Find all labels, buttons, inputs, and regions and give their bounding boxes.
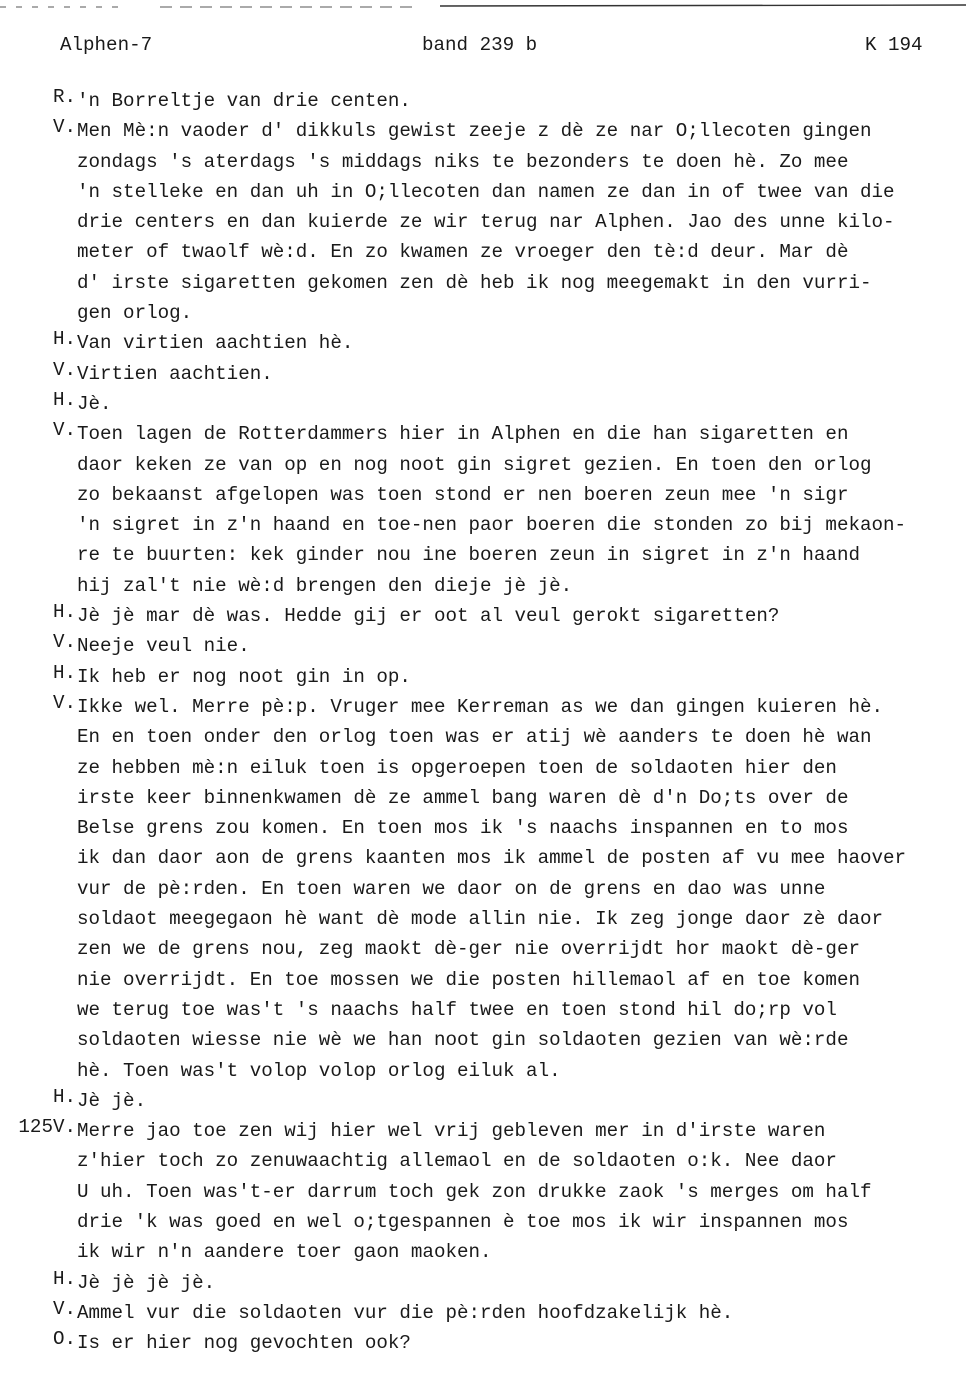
turn-text [77, 1268, 966, 1298]
text-line: we terug toe was't 's naachs half twee en toen stond hil do;rp vol [77, 998, 837, 1021]
transcript-turn [0, 1086, 966, 1116]
turn-text [77, 1086, 966, 1116]
transcript-turn [0, 631, 966, 661]
text-line: 'n Borreltje van drie centen. [77, 90, 411, 112]
text-line: ze hebben mè:n eiluk toen is opgeroepen toen de soldaoten hier den [77, 756, 837, 779]
speaker-label: V. [52, 691, 76, 714]
transcript-turn [0, 116, 966, 328]
speaker-label: V. [52, 631, 76, 654]
speaker-label: H. [52, 601, 76, 624]
turn-text [77, 86, 966, 116]
transcript-turn [0, 86, 966, 116]
transcript-turn [0, 359, 966, 389]
text-line: Jè jè. [77, 1089, 147, 1112]
turn-text [77, 116, 966, 328]
page-header [0, 34, 966, 64]
text-line: Ammel vur die soldaoten vur die pè:rden hoofdzakelijk hè. [77, 1301, 734, 1324]
transcript-turn [0, 692, 966, 1086]
turn-text [77, 601, 966, 631]
turn-text [77, 1116, 966, 1267]
header-place: Alphen-7 [60, 34, 153, 56]
turn-text [77, 328, 966, 358]
text-line: U uh. Toen was't-er darrum toch gek zon drukke zaok 's merges om half [77, 1180, 872, 1203]
header-tape: band 239 b [422, 34, 538, 56]
text-line: irste keer binnenkwamen dè ze ammel bang waren dè d'n Do;ts over de [77, 786, 849, 809]
text-line: hij zal't nie wè:d brengen den dieje jè jè. [77, 574, 573, 597]
speaker-label: H. [52, 1267, 76, 1290]
text-line: Neeje veul nie. [77, 635, 250, 658]
transcript-turn [0, 389, 966, 419]
header-code: K 194 [865, 34, 923, 56]
turn-text [77, 419, 966, 601]
text-line: meter of twaolf wè:d. En zo kwamen ze vroeger den tè:d deur. Mar dè [77, 241, 849, 264]
text-line: Ik heb er nog noot gin in op. [77, 665, 411, 688]
turn-text [77, 631, 966, 661]
text-line: Jè jè jè jè. [77, 1271, 216, 1294]
text-line: zondags 's aterdags 's middags niks te bezonders te doen hè. Zo mee [77, 150, 849, 173]
text-line: zo bekaanst afgelopen was toen stond er nen boeren zeun mee 'n sigr [77, 483, 849, 506]
transcript-turn [0, 328, 966, 358]
text-line: Belse grens zou komen. En toen mos ik 's naachs inspannen en to mos [77, 817, 849, 840]
text-line: Is er hier nog gevochten ook? [77, 1332, 411, 1355]
speaker-label: H. [52, 388, 76, 411]
transcript-turn [0, 1116, 966, 1267]
transcript-turn [0, 1328, 966, 1358]
text-line: soldaot meegegaon hè want dè mode allin nie. Ik zeg jonge daor zè daor [77, 908, 884, 931]
text-line: drie centers en dan kuierde ze wir terug nar Alphen. Jao des unne kilo- [77, 211, 895, 234]
speaker-label: V. [52, 419, 76, 442]
speaker-label: H. [52, 1085, 76, 1108]
transcript-turn [0, 1268, 966, 1298]
text-line: Jè. [77, 392, 112, 415]
turn-text [77, 662, 966, 692]
turn-text [77, 692, 966, 1086]
text-line: Ikke wel. Merre pè:p. Vruger mee Kerreman as we dan gingen kuieren hè. [77, 695, 884, 718]
turn-text [77, 389, 966, 419]
turn-text [77, 1328, 966, 1358]
text-line: 'n sigret in z'n haand en toe-nen paor boeren die stonden zo bij mekaon- [77, 514, 907, 537]
top-scan-line [0, 2, 966, 10]
speaker-label: H. [52, 328, 76, 351]
text-line: Toen lagen de Rotterdammers hier in Alphen en die han sigaretten en [77, 423, 849, 446]
transcript-turn [0, 419, 966, 601]
text-line: ik wir n'n aandere toer gaon maoken. [77, 1241, 492, 1264]
text-line: z'hier toch zo zenuwaachtig allemaol en de soldaoten o:k. Nee daor [77, 1150, 837, 1173]
text-line: daor keken ze van op en nog noot gin sigret gezien. En toen den orlog [77, 453, 872, 476]
text-line: 'n stelleke en dan uh in O;llecoten dan namen ze dan in of twee van die [77, 180, 895, 203]
text-line: vur de pè:rden. En toen waren we daor on de grens en dao was unne [77, 877, 826, 900]
text-line: ik dan daor aon de grens kaanten mos ik ammel de posten af vu mee haover [77, 847, 907, 870]
text-line: drie 'k was goed en wel o;tgespannen è toe mos ik wir inspannen mos [77, 1210, 849, 1233]
speaker-label: H. [52, 661, 76, 684]
speaker-label: 125V. [18, 1116, 76, 1139]
transcript-turn [0, 662, 966, 692]
speaker-label: V. [52, 116, 76, 139]
transcript [0, 86, 966, 1358]
turn-text [77, 359, 966, 389]
text-line: Merre jao toe zen wij hier wel vrij gebleven mer in d'irste waren [77, 1120, 826, 1143]
text-line: Van virtien aachtien hè. [77, 332, 354, 355]
speaker-label: O. [52, 1328, 76, 1351]
turn-text [77, 1298, 966, 1328]
speaker-label: V. [52, 358, 76, 381]
text-line: Jè jè mar dè was. Hedde gij er oot al veul gerokt sigaretten? [77, 605, 780, 628]
text-line: Virtien aachtien. [77, 362, 273, 385]
text-line: soldaoten wiesse nie wè we han noot gin soldaoten gezien van wè:rde [77, 1029, 849, 1052]
text-line: En en toen onder den orlog toen was er atij wè aanders te doen hè wan [77, 726, 872, 749]
transcript-turn [0, 601, 966, 631]
speaker-label: V. [52, 1297, 76, 1320]
text-line: gen orlog. [77, 302, 193, 325]
text-line: hè. Toen was't volop volop orlog eiluk al. [77, 1059, 561, 1082]
speaker-label: R. [52, 86, 76, 108]
text-line: Men Mè:n vaoder d' dikkuls gewist zeeje z dè ze nar O;llecoten gingen [77, 120, 872, 143]
text-line: d' irste sigaretten gekomen zen dè heb ik nog meegemakt in den vurri- [77, 271, 872, 294]
text-line: re te buurten: kek ginder nou ine boeren zeun in sigret in z'n haand [77, 544, 860, 567]
transcript-turn [0, 1298, 966, 1328]
text-line: nie overrijdt. En toe mossen we die posten hillemaol af en toe komen [77, 968, 860, 991]
text-line: zen we de grens nou, zeg maokt dè-ger nie overrijdt hor maokt dè-ger [77, 938, 860, 961]
